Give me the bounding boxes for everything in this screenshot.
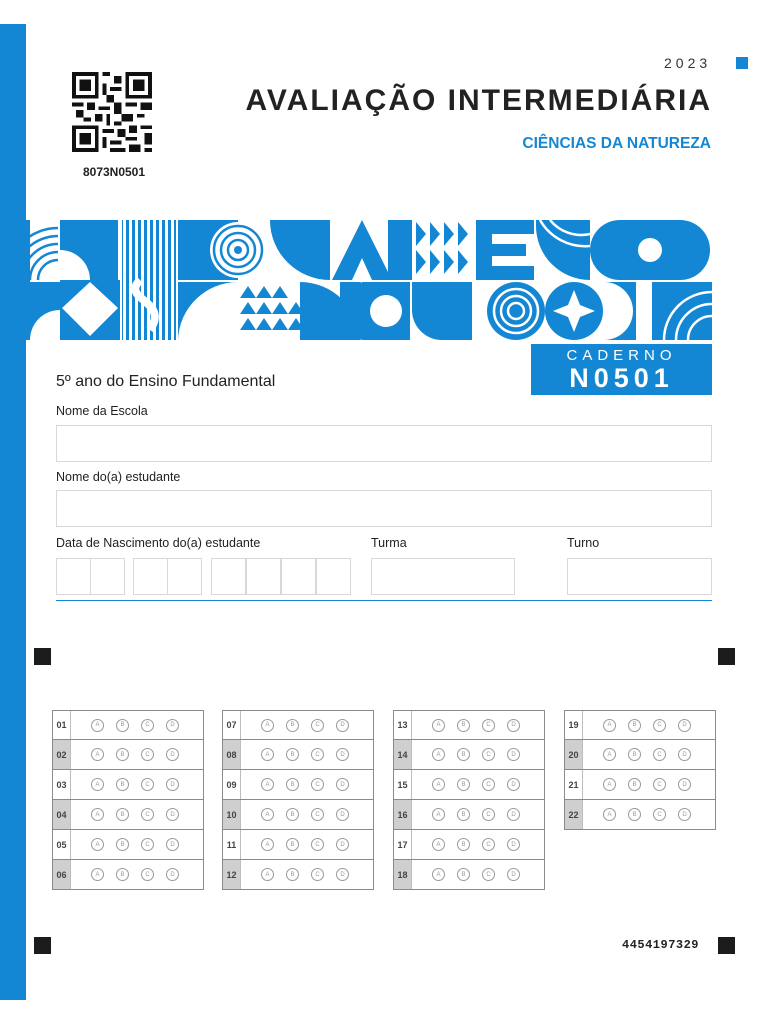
question-number: 17 [394,830,412,859]
question-number: 07 [223,711,241,739]
answer-row [222,770,374,800]
answer-bubble[interactable]: B [286,808,299,821]
answer-bubble[interactable]: B [116,838,129,851]
answer-row [52,830,204,860]
answer-row [564,710,716,740]
answer-bubbles [432,748,520,761]
caderno-label: CADERNO [566,347,677,364]
shift-field[interactable] [567,558,712,595]
answer-bubble[interactable]: D [678,808,691,821]
answer-bubble[interactable]: C [141,719,154,732]
answer-bubble[interactable]: D [166,868,179,881]
answer-bubble[interactable]: D [507,838,520,851]
answer-bubble[interactable]: D [336,868,349,881]
question-number: 13 [394,711,412,739]
question-number: 08 [223,740,241,769]
answer-bubble[interactable]: B [628,748,641,761]
question-number: 06 [53,860,71,889]
answer-bubbles [91,778,179,791]
grade-level: 5º ano do Ensino Fundamental [56,373,276,390]
answer-bubbles [91,868,179,881]
question-number: 19 [565,711,583,739]
answer-bubble[interactable]: A [432,868,445,881]
answer-bubbles [432,838,520,851]
school-name-field[interactable] [56,425,712,462]
answer-bubble[interactable]: D [507,719,520,732]
answer-bubble[interactable]: B [116,748,129,761]
question-number: 14 [394,740,412,769]
qr-code-image [72,72,152,152]
birth-year-digit-3[interactable] [281,558,316,595]
answer-row [222,740,374,770]
birth-day-digit-2[interactable] [90,558,125,595]
answer-bubble[interactable]: B [286,868,299,881]
class-label: Turma [371,536,407,550]
answer-bubble[interactable]: A [432,838,445,851]
answer-row [393,860,545,890]
answer-bubble[interactable]: C [653,808,666,821]
question-number: 01 [53,711,71,739]
answer-bubble[interactable]: C [653,778,666,791]
answer-bubble[interactable]: D [507,808,520,821]
question-number: 04 [53,800,71,829]
answer-bubble[interactable]: D [678,748,691,761]
answer-bubble[interactable]: C [653,748,666,761]
answer-bubble[interactable]: C [311,748,324,761]
year-accent-square [736,57,748,69]
answer-bubble[interactable]: A [432,808,445,821]
qr-code-text: 8073N0501 [82,165,146,179]
answer-bubbles [432,868,520,881]
answer-bubble[interactable]: C [141,868,154,881]
answer-bubble[interactable]: A [432,748,445,761]
answer-bubble[interactable]: D [336,778,349,791]
exam-subject: CIÊNCIAS DA NATUREZA [522,135,711,152]
answer-bubbles [91,808,179,821]
answer-bubble[interactable]: A [91,808,104,821]
answer-block [222,710,374,890]
answer-bubble[interactable]: B [116,868,129,881]
answer-bubble[interactable]: A [432,719,445,732]
decorative-pattern-banner [0,220,768,340]
answer-bubble[interactable]: C [482,868,495,881]
school-name-label: Nome da Escola [56,404,148,418]
answer-bubble[interactable]: C [141,778,154,791]
answer-bubble[interactable]: D [507,748,520,761]
answer-bubbles [432,808,520,821]
answer-bubble[interactable]: B [116,808,129,821]
registration-marker-top-left [34,648,51,665]
answer-bubble[interactable]: B [286,719,299,732]
serial-number: 4454197329 [622,938,700,952]
answer-bubbles [91,748,179,761]
answer-bubble[interactable]: D [336,719,349,732]
question-number: 03 [53,770,71,799]
answer-row [564,770,716,800]
birth-year-digit-2[interactable] [246,558,281,595]
answer-bubble[interactable]: D [336,808,349,821]
answer-bubble[interactable]: B [116,778,129,791]
answer-bubble[interactable]: A [603,719,616,732]
answer-bubble[interactable]: C [482,808,495,821]
answer-row [52,740,204,770]
answer-bubble[interactable]: C [482,838,495,851]
question-number: 20 [565,740,583,769]
student-name-label: Nome do(a) estudante [56,470,181,484]
answer-row [222,710,374,740]
answer-bubble[interactable]: C [482,719,495,732]
answer-bubble[interactable]: D [166,748,179,761]
answer-bubble[interactable]: D [678,778,691,791]
answer-bubble[interactable]: B [628,808,641,821]
answer-bubble[interactable]: B [457,778,470,791]
question-number: 18 [394,860,412,889]
answer-bubble[interactable]: B [457,868,470,881]
answer-bubble[interactable]: A [603,778,616,791]
answer-bubble[interactable]: C [311,838,324,851]
answer-row [393,740,545,770]
answer-bubble[interactable]: D [678,719,691,732]
answer-row [52,770,204,800]
answer-bubble[interactable]: A [432,778,445,791]
answer-bubble[interactable]: A [91,748,104,761]
answer-bubbles [261,868,349,881]
answer-bubble[interactable]: C [311,719,324,732]
answer-bubble[interactable]: A [261,719,274,732]
question-number: 10 [223,800,241,829]
side-accent-bar [0,24,26,1000]
answer-bubble[interactable]: D [166,719,179,732]
answer-row [393,710,545,740]
answer-bubble[interactable]: D [336,748,349,761]
answer-row [52,710,204,740]
answer-bubble[interactable]: C [141,748,154,761]
birth-date-label: Data de Nascimento do(a) estudante [56,536,261,550]
question-number: 16 [394,800,412,829]
answer-bubble[interactable]: A [91,719,104,732]
answer-bubble[interactable]: C [482,778,495,791]
answer-bubbles [603,748,691,761]
answer-block [564,710,716,830]
birth-day-digit-1[interactable] [56,558,91,595]
answer-bubble[interactable]: D [166,778,179,791]
answer-row [222,800,374,830]
answer-bubbles [432,719,520,732]
question-number: 12 [223,860,241,889]
answer-bubble[interactable]: A [603,808,616,821]
caderno-code: N0501 [569,363,674,393]
question-number: 21 [565,770,583,799]
answer-bubbles [261,808,349,821]
answer-row [564,800,716,830]
answer-bubble[interactable]: B [286,838,299,851]
answer-bubbles [91,838,179,851]
answer-row [52,860,204,890]
answer-bubble[interactable]: C [311,778,324,791]
answer-bubbles [603,808,691,821]
answer-row [52,800,204,830]
answer-row [393,770,545,800]
answer-bubbles [261,778,349,791]
answer-bubble[interactable]: D [166,838,179,851]
birth-year-digit-4[interactable] [316,558,351,595]
answer-bubble[interactable]: A [91,868,104,881]
answer-bubble[interactable]: A [261,778,274,791]
answer-bubble[interactable]: C [141,808,154,821]
answer-bubbles [261,748,349,761]
registration-marker-bottom-right [718,937,735,954]
class-field[interactable] [371,558,515,595]
answer-row [222,860,374,890]
answer-bubble[interactable]: D [336,838,349,851]
question-number: 11 [223,830,241,859]
answer-bubble[interactable]: B [286,778,299,791]
question-number: 05 [53,830,71,859]
answer-bubble[interactable]: B [457,719,470,732]
shift-label: Turno [567,536,600,550]
answer-bubble[interactable]: A [91,778,104,791]
answer-bubble[interactable]: B [628,778,641,791]
answer-bubble[interactable]: A [261,748,274,761]
answer-bubble[interactable]: B [457,748,470,761]
answer-bubbles [91,719,179,732]
answer-bubble[interactable]: B [628,719,641,732]
question-number: 22 [565,800,583,829]
answer-bubble[interactable]: C [482,748,495,761]
answer-bubble[interactable]: D [166,808,179,821]
answer-bubbles [432,778,520,791]
question-number: 09 [223,770,241,799]
answer-bubbles [261,838,349,851]
answer-bubble[interactable]: D [507,868,520,881]
exam-year: 2023 [664,55,712,71]
answer-bubbles [261,719,349,732]
caderno-badge [531,344,712,395]
answer-bubble[interactable]: C [311,808,324,821]
exam-title: AVALIAÇÃO INTERMEDIÁRIA [245,84,712,117]
answer-row [222,830,374,860]
registration-marker-top-right [718,648,735,665]
answer-bubble[interactable]: B [286,748,299,761]
answer-bubble[interactable]: C [311,868,324,881]
student-name-field[interactable] [56,490,712,527]
answer-bubble[interactable]: B [116,719,129,732]
answer-bubble[interactable]: A [91,838,104,851]
answer-bubble[interactable]: A [261,808,274,821]
answer-bubbles [603,778,691,791]
answer-bubble[interactable]: B [457,838,470,851]
question-number: 02 [53,740,71,769]
answer-row [564,740,716,770]
answer-block [393,710,545,890]
answer-row [393,830,545,860]
birth-month-digit-2[interactable] [167,558,202,595]
answer-block [52,710,204,890]
answer-bubble[interactable]: C [141,838,154,851]
answer-bubbles [603,719,691,732]
question-number: 15 [394,770,412,799]
birth-month-digit-1[interactable] [133,558,168,595]
answer-row [393,800,545,830]
answer-bubble[interactable]: D [507,778,520,791]
answer-bubble[interactable]: A [261,868,274,881]
birth-year-digit-1[interactable] [211,558,246,595]
registration-marker-bottom-left [34,937,51,954]
answer-bubble[interactable]: B [457,808,470,821]
answer-bubble[interactable]: A [603,748,616,761]
form-divider [56,600,712,601]
answer-bubble[interactable]: A [261,838,274,851]
answer-bubble[interactable]: C [653,719,666,732]
